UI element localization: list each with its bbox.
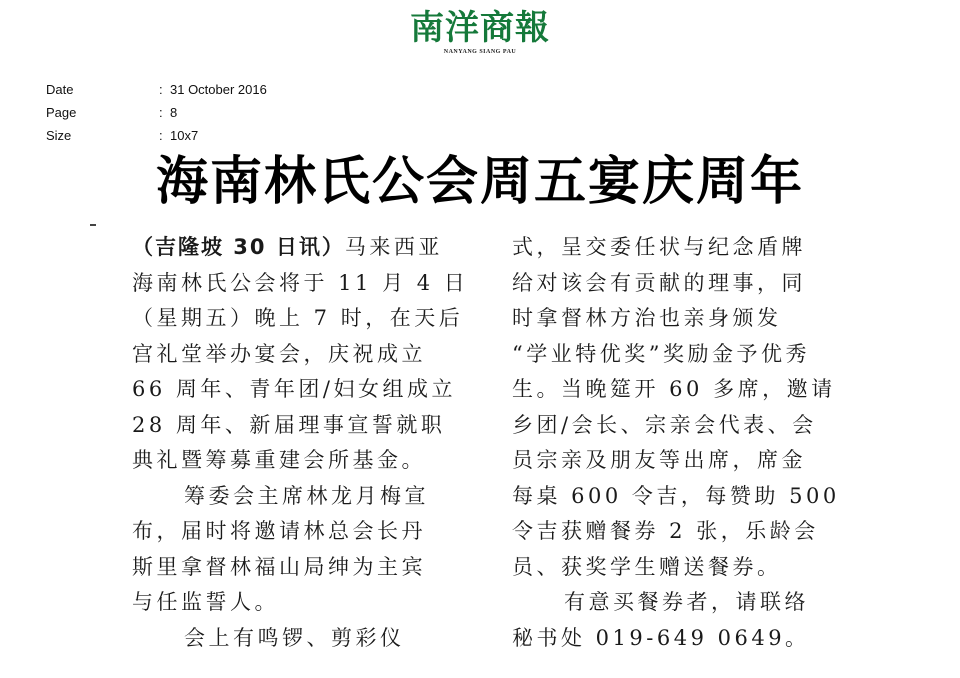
meta-colon: : bbox=[159, 105, 163, 120]
article-line: 秘书处 019-649 0649。 bbox=[512, 625, 810, 650]
article-line: 斯里拿督林福山局绅为主宾 bbox=[132, 554, 426, 579]
scan-mark bbox=[90, 224, 96, 226]
article-column-left bbox=[132, 230, 477, 656]
article-line: 时拿督林方治也亲身颁发 bbox=[512, 306, 782, 330]
article-line: 布，届时将邀请林总会长丹 bbox=[132, 519, 426, 543]
article-line: 66 周年、青年团/妇女组成立 bbox=[132, 377, 456, 401]
meta-value: 31 October 2016 bbox=[170, 82, 267, 97]
article-column-right bbox=[512, 230, 862, 656]
article-line: （星期五）晚上 7 时，在天后 bbox=[132, 306, 464, 330]
article-dateline: （吉隆坡 30 日讯） bbox=[132, 235, 345, 259]
article-line: 典礼暨筹募重建会所基金。 bbox=[132, 448, 426, 472]
article-line: 与任监誓人。 bbox=[132, 590, 279, 614]
meta-value: 8 bbox=[170, 105, 178, 120]
newspaper-logo-title: 南洋商報 bbox=[410, 8, 550, 48]
article-line: 有意买餐券者，请联络 bbox=[564, 590, 809, 614]
newspaper-logo-subtitle: NANYANG SIANG PAU bbox=[443, 49, 517, 55]
article-headline: 海南林氏公会周五宴庆周年 bbox=[155, 152, 804, 212]
article-line: 乡团/会长、宗亲会代表、会 bbox=[512, 412, 817, 437]
article-line: “学业特优奖”奖励金予优秀 bbox=[512, 341, 810, 366]
article-line: 海南林氏公会将于 11 月 4 日 bbox=[132, 270, 469, 295]
article-line: 28 周年、新届理事宣誓就职 bbox=[132, 412, 446, 437]
newspaper-masthead bbox=[0, 8, 960, 56]
article-line: 员、获奖学生赠送餐券。 bbox=[512, 554, 782, 579]
article-line bbox=[132, 230, 477, 266]
article-line: 会上有鸣锣、剪彩仪 bbox=[184, 625, 405, 650]
meta-label: Date bbox=[46, 82, 74, 97]
article-line: 每桌 600 令吉，每赞助 500 bbox=[512, 483, 840, 508]
meta-label: Size bbox=[46, 128, 72, 143]
meta-colon: : bbox=[159, 128, 163, 143]
article-line: 宫礼堂举办宴会，庆祝成立 bbox=[132, 341, 426, 366]
article-line: 式，呈交委任状与纪念盾牌 bbox=[512, 235, 806, 259]
article-line: 筹委会主席林龙月梅宣 bbox=[184, 483, 429, 508]
article-line: 令吉获赠餐券 2 张，乐龄会 bbox=[512, 519, 819, 543]
meta-colon: : bbox=[159, 82, 163, 97]
meta-label: Page bbox=[46, 105, 77, 120]
article-line: 生。当晚筵开 60 多席，邀请 bbox=[512, 377, 836, 401]
article-line: 员宗亲及朋友等出席，席金 bbox=[512, 448, 806, 472]
article-line-text: 马来西亚 bbox=[344, 235, 443, 259]
article-line: 给对该会有贡献的理事，同 bbox=[512, 270, 806, 295]
meta-value: 10x7 bbox=[170, 128, 199, 143]
